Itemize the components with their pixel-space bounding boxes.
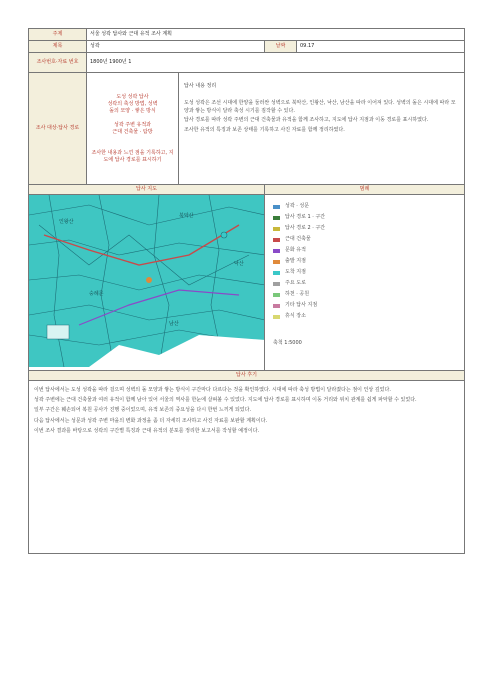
footer-title: 답사 후기 — [29, 371, 465, 381]
legend-item — [273, 203, 456, 210]
map-place-label: 남산 — [169, 321, 179, 327]
summary-heading: 답사 내용 정리 — [184, 83, 217, 89]
legend-label: 근대 건축물 — [285, 236, 311, 242]
subject-label: 주제 — [29, 29, 87, 41]
footer-paragraph: 성곽 주변에는 근대 건축물과 여러 유적이 함께 남아 있어 서울의 역사를 한눈에 살펴볼 수 있었다. 지도에 답사 경로를 표시하며 이동 거리와 위치 관계를 쉽게 파악할 수 있었다. — [34, 397, 417, 404]
center-line: 돌의 모양 · 쌓은 방식 — [109, 107, 156, 114]
legend-item — [273, 302, 456, 309]
summary-paragraph: 답사 경로를 따라 성곽 주변의 근대 건축물과 유적을 함께 조사하고, 지도에 답사 지점과 이동 경로를 표시하였다. — [184, 117, 429, 123]
legend-swatch-icon — [273, 315, 280, 319]
end-point-icon — [221, 232, 227, 238]
legend-label: 답사 경로 2 · 구간 — [285, 225, 326, 231]
code-label: 조사번호·자료 번호 — [29, 53, 87, 73]
legend-item — [273, 247, 456, 254]
center-line: 근대 건축물 · 탐방 — [112, 128, 153, 135]
center-line: 성곽의 축성 방법, 성벽 — [107, 100, 158, 107]
map-header: 답사 지도 — [29, 185, 265, 195]
legend-swatch-icon — [273, 238, 280, 242]
legend-swatch-icon — [273, 293, 280, 297]
summary-paragraph: 조사한 유적의 특징과 보존 상태를 기록하고 사진 자료를 함께 정리하였다. — [184, 126, 345, 133]
legend-header: 범례 — [265, 185, 465, 195]
legend-item — [273, 280, 456, 287]
legend-swatch-icon — [273, 216, 280, 220]
legend-list — [273, 203, 456, 320]
center-column — [87, 73, 179, 185]
legend-label: 하천 · 공원 — [285, 291, 310, 297]
summary-paragraph: 도성 성곽은 조선 시대에 한양을 둘러싼 성벽으로 북악산, 인왕산, 낙산, 남산을 따라 이어져 있다. 성벽의 돌은 시대에 따라 모양과 쌓는 방식이 달라 축성 시기를 짐작할 수 있다. — [184, 100, 456, 114]
legend-label: 답사 경로 1 · 구간 — [285, 214, 326, 220]
legend-item — [273, 291, 456, 298]
start-point-icon — [146, 277, 152, 283]
map-place-label: 숭례문 — [89, 291, 104, 297]
code-value: 1800년 1900년 1 — [87, 53, 465, 73]
legend-item — [273, 225, 456, 232]
legend-item — [273, 236, 456, 243]
footer-paragraphs — [34, 387, 459, 435]
middle-row-label: 조사 대상·답사 경로 — [29, 73, 87, 185]
report-page — [28, 28, 464, 554]
legend-label: 출발 지점 — [285, 258, 306, 264]
footer-paragraph: 다음 답사에서는 성문과 성곽 주변 마을의 변화 과정을 좀 더 자세히 조사하고 사진 자료를 보완할 계획이다. — [34, 417, 268, 424]
map-place-label: 낙산 — [234, 261, 244, 267]
route-map — [29, 195, 265, 367]
legend-label: 문화 유적 — [285, 247, 306, 253]
map-place-label: 인왕산 — [59, 219, 74, 225]
footer-paragraph: 일부 구간은 훼손되어 복원 공사가 진행 중이었으며, 유적 보존의 중요성을 다시 한번 느끼게 되었다. — [34, 407, 252, 414]
legend-swatch-icon — [273, 205, 280, 209]
legend-cell — [265, 195, 465, 371]
legend-item — [273, 269, 456, 276]
legend-item — [273, 258, 456, 265]
legend-label: 기타 답사 지점 — [285, 302, 318, 308]
legend-item — [273, 313, 456, 320]
summary-cell — [179, 73, 465, 185]
center-note: 조사한 내용과 느낀 점을 기록하고, 지도에 답사 경로를 표시하기 — [91, 149, 174, 163]
footer-text — [29, 381, 465, 554]
title-label: 제목 — [29, 41, 87, 53]
scale-note: 축척 1:5000 — [273, 340, 302, 346]
date-label: 날짜 — [265, 41, 297, 53]
legend-label: 주요 도로 — [285, 280, 306, 286]
center-lines — [90, 94, 175, 136]
center-line — [90, 115, 175, 122]
legend-item — [273, 214, 456, 221]
footer-paragraph: 이번 조사 결과를 바탕으로 성곽의 구간별 특징과 근대 유적의 분포를 정리한 보고서를 작성할 예정이다. — [34, 427, 260, 434]
report-form — [28, 28, 465, 554]
legend-label: 도착 지점 — [285, 269, 306, 275]
legend-swatch-icon — [273, 304, 280, 308]
legend-swatch-icon — [273, 260, 280, 264]
map-cell — [29, 195, 265, 371]
subject-value: 서울 성곽 답사와 근대 유적 조사 계획 — [87, 29, 465, 41]
legend-swatch-icon — [273, 282, 280, 286]
legend-swatch-icon — [273, 249, 280, 253]
legend-label: 휴식 장소 — [285, 313, 306, 319]
footer-paragraph: 이번 답사에서는 도성 성곽을 따라 걸으며 성벽의 돌 모양과 쌓는 방식이 구간마다 다르다는 것을 확인하였다. 시대에 따라 축성 방법이 달라졌다는 점이 인상 깊었다. — [34, 387, 391, 393]
park-block — [47, 325, 69, 339]
date-value: 09.17 — [297, 41, 465, 53]
map-place-label: 북악산 — [179, 213, 194, 219]
legend-label: 성곽 · 성문 — [285, 203, 310, 209]
center-line: 성곽 주변 유적과 — [114, 121, 151, 128]
legend-swatch-icon — [273, 271, 280, 275]
legend-swatch-icon — [273, 227, 280, 231]
title-value: 성곽 — [87, 41, 265, 53]
center-line: 도성 성곽 답사 — [116, 93, 149, 100]
summary-text — [184, 100, 459, 134]
